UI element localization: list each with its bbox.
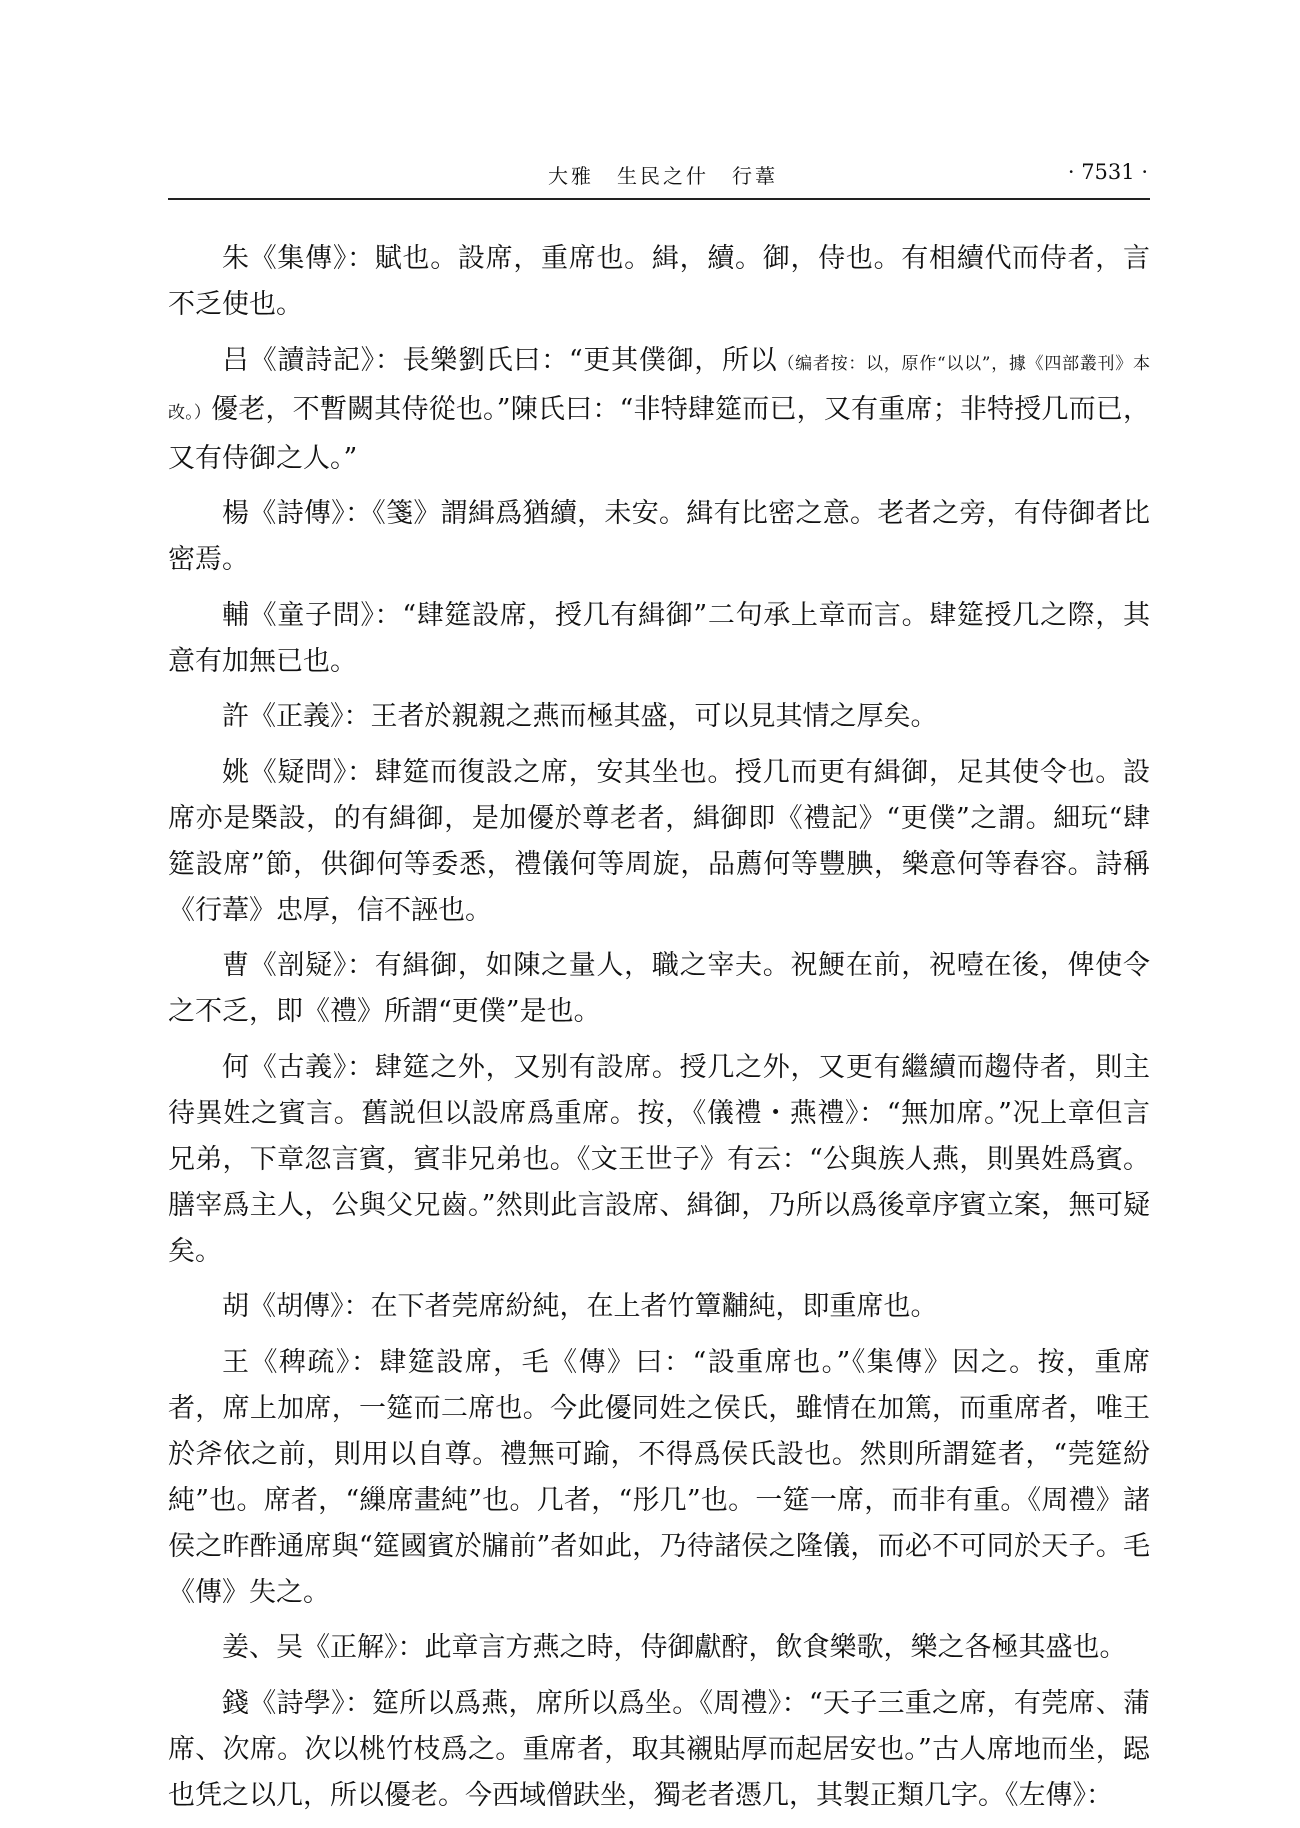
paragraph-lu-dushiji-part2: 優老，不暫闕其侍從也。”陳氏曰：“非特肆筵而已，又有重席；非特授几而已，又有侍御之人。” xyxy=(168,393,1151,474)
paragraph-cao-pouyi: 曹《剖疑》：有緝御，如陳之量人，職之宰夫。祝鯁在前，祝噎在後，俾使令之不乏，即《禮》所謂“更僕”是也。 xyxy=(168,950,1150,1027)
editor-note: （编者按：以，原作“以以”，據《四部叢刊》本改。） xyxy=(168,353,1150,423)
paragraph-lu-dushiji xyxy=(168,338,1150,482)
body-text xyxy=(168,236,1150,1828)
paragraph-jiang-wu-zhengjie: 姜、吴《正解》：此章言方燕之時，侍御獻酧，飲食樂歌，樂之各極其盛也。 xyxy=(222,1632,1127,1663)
paragraph-hu-huzhuan: 胡《胡傳》：在下者莞席紛純，在上者竹簟黼純，即重席也。 xyxy=(222,1291,938,1322)
paragraph-zhu-jizhuan: 朱《集傳》：賦也。設席，重席也。緝，續。御，侍也。有相續代而侍者，言不乏使也。 xyxy=(168,243,1150,320)
paragraph-xu-zhengyi: 許《正義》：王者於親親之燕而極其盛，可以見其情之厚矣。 xyxy=(222,701,938,732)
paragraph-fu-tongziwen: 輔《童子問》：“肆筵設席，授几有緝御”二句承上章而言。肆筵授几之際，其意有加無已也。 xyxy=(168,599,1150,677)
paragraph-yao-yiwen: 姚《疑問》：肆筵而復設之席，安其坐也。授几而更有緝御，足其使令也。設席亦是槩設，的有緝御，是加優於尊老者，緝御即《禮記》“更僕”之謂。細玩“肆筵設席”節，供御何等委悉，禮儀何等周旋，品薦何等豐腆，樂意何等舂容。詩稱《行葦》忠厚，信不誣也。 xyxy=(168,756,1150,926)
page-number: · 7531 · xyxy=(1067,160,1148,184)
paragraph-wang-baishu: 王《稗疏》：肆筵設席，毛《傳》曰：“設重席也。”《集傳》因之。按，重席者，席上加席，一筵而二席也。今此優同姓之侯氏，雖情在加篤，而重席者，唯王於斧依之前，則用以自尊。禮無可踰，不得爲侯氏設也。然則所謂筵者，“莞筵紛純”也。席者，“繅席畫純”也。几者，“彤几”也。一筵一席，而非有重。《周禮》諸侯之昨酢通席與“筵國賓於牖前”者如此，乃待諸侯之隆儀，而必不可同於天子。毛《傳》失之。 xyxy=(168,1346,1150,1608)
paragraph-lu-dushiji-part1: 吕《讀詩記》：長樂劉氏曰：“更其僕御，所以 xyxy=(222,344,778,376)
running-title: 大雅 生民之什 行葦 xyxy=(548,164,778,188)
header-rule xyxy=(168,198,1150,200)
paragraph-qian-shixue: 錢《詩學》：筵所以爲燕，席所以爲坐。《周禮》：“天子三重之席，有莞席、蒲席、次席。次以桃竹枝爲之。重席者，取其襯貼厚而起居安也。”古人席地而坐，跽也凭之以几，所以優老。今西域僧趺坐，獨老者憑几，其製正類几字。《左傳》： xyxy=(168,1687,1150,1811)
paragraph-he-guyi: 何《古義》：肆筵之外，又别有設席。授几之外，又更有繼續而趨侍者，則主待異姓之賓言。舊説但以設席爲重席。按，《儀禮・燕禮》：“無加席。”况上章但言兄弟，下章忽言賓，賓非兄弟也。《文王世子》有云：“公與族人燕，則異姓爲賓。膳宰爲主人，公與父兄齒。”然則此言設席、緝御，乃所以爲後章序賓立案，無可疑矣。 xyxy=(168,1051,1150,1267)
running-head xyxy=(168,160,1148,192)
paragraph-yang-shizhuan: 楊《詩傳》：《箋》謂緝爲猶續，未安。緝有比密之意。老者之旁，有侍御者比密焉。 xyxy=(168,498,1150,575)
